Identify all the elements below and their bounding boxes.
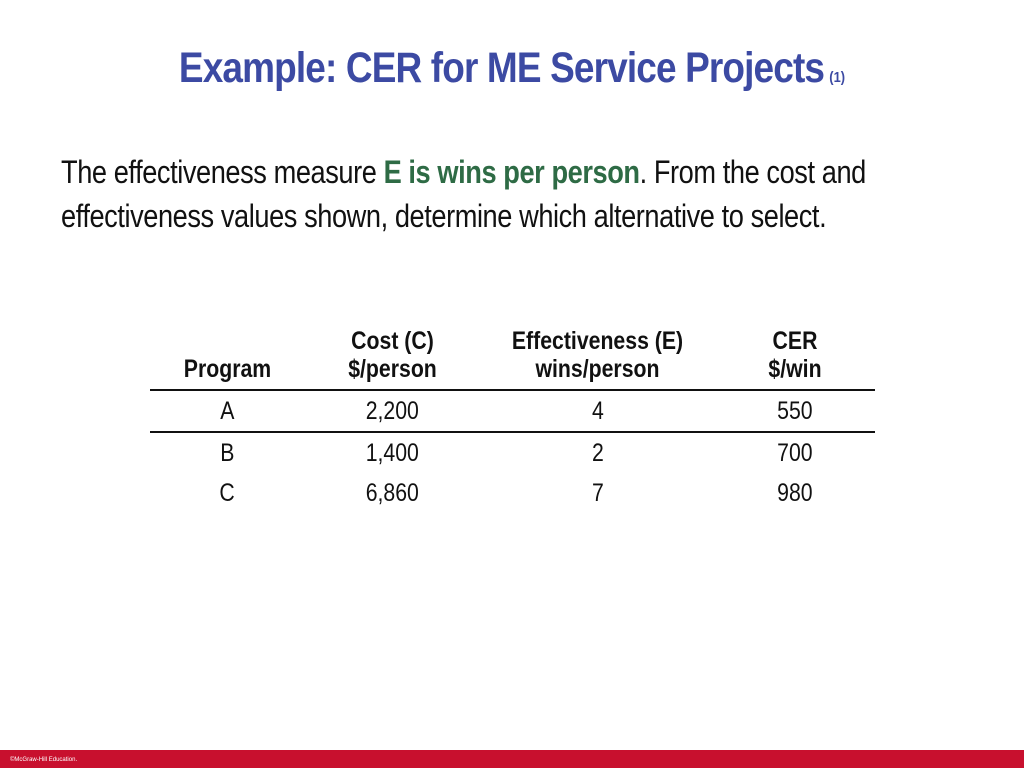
cell-program [150, 390, 305, 432]
cell-cost [305, 473, 480, 513]
cell-effectiveness [480, 432, 715, 473]
header-program-line2: Program [183, 355, 272, 383]
copyright-text: ©McGraw-Hill Education. [10, 757, 78, 763]
table-header-row [150, 327, 875, 390]
header-cer [715, 327, 875, 390]
cer-table [150, 327, 875, 513]
header-effectiveness-line2: wins/person [535, 355, 660, 383]
cell-cer [715, 473, 875, 513]
cell-cost [305, 432, 480, 473]
slide-title [72, 44, 953, 93]
cell-text: 2,200 [365, 396, 420, 425]
cell-cer [715, 390, 875, 432]
body-text-part2: . From the cost and effectiveness values shown, determine which alternative to select. [61, 154, 866, 234]
body-paragraph [61, 150, 911, 238]
body-text-emphasis: E is wins per person [383, 154, 640, 190]
cer-table-container [150, 327, 875, 513]
cell-text: 6,860 [365, 478, 420, 507]
header-cost-line1: Cost (C) [351, 327, 434, 355]
cell-text: 1,400 [365, 438, 420, 467]
cell-text: 980 [777, 478, 813, 507]
header-cost-line2: $/person [348, 355, 437, 383]
cell-cost [305, 390, 480, 432]
table-row [150, 432, 875, 473]
cell-program [150, 432, 305, 473]
cell-effectiveness [480, 473, 715, 513]
table-row [150, 473, 875, 513]
cell-text: C [219, 478, 236, 507]
header-program [150, 327, 305, 390]
cell-text: A [220, 396, 235, 425]
footer-bar [0, 750, 1024, 768]
cell-effectiveness [480, 390, 715, 432]
table-row [150, 390, 875, 432]
cell-text: 7 [591, 478, 604, 507]
header-cer-line2: $/win [768, 355, 822, 383]
slide-title-superscript: (1) [829, 69, 846, 86]
cell-text: 700 [777, 438, 813, 467]
header-effectiveness-line1: Effectiveness (E) [511, 327, 684, 355]
cell-text: 550 [777, 396, 813, 425]
cell-text: 4 [591, 396, 604, 425]
header-cost [305, 327, 480, 390]
cell-program [150, 473, 305, 513]
header-effectiveness [480, 327, 715, 390]
cell-text: B [220, 438, 235, 467]
cell-cer [715, 432, 875, 473]
slide-title-text: Example: CER for ME Service Projects [178, 44, 825, 92]
cell-text: 2 [591, 438, 604, 467]
body-text-part1: The effectiveness measure [61, 154, 384, 190]
header-cer-line1: CER [772, 327, 818, 355]
